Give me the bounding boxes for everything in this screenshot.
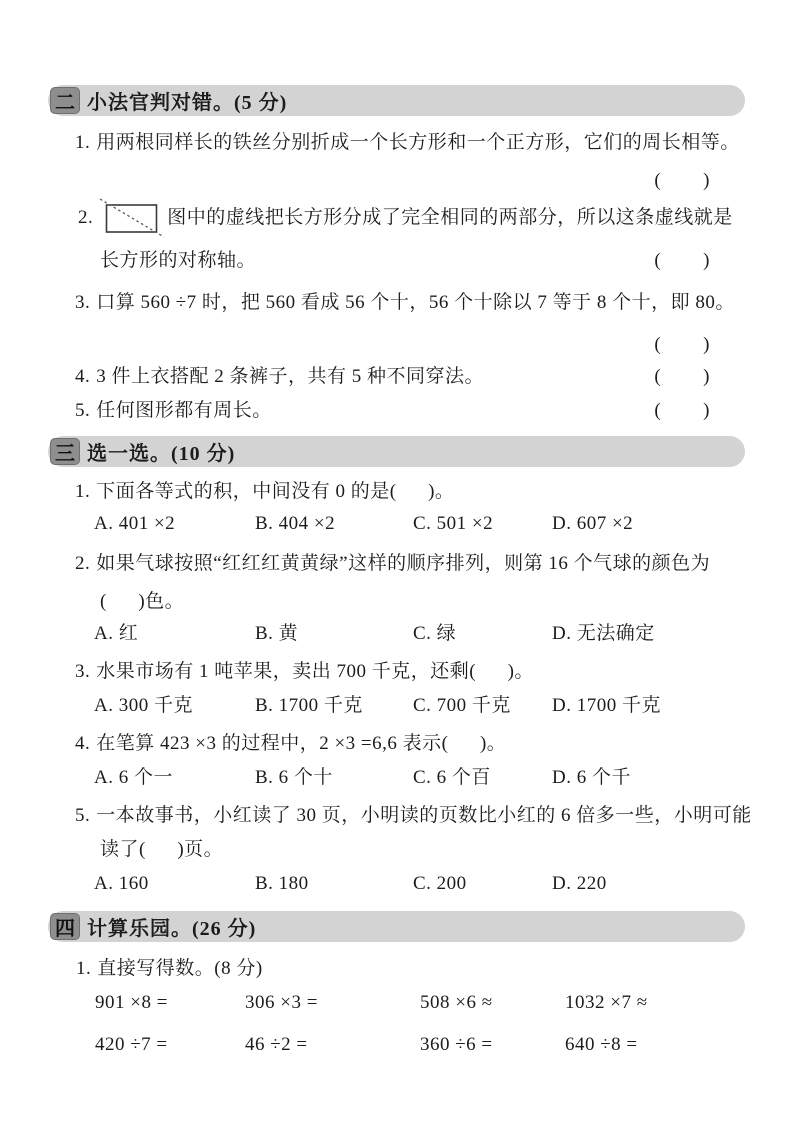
- calc-expression: 1032 ×7 ≈: [565, 992, 648, 1013]
- judge-q1-answer-slot: ( ): [654, 170, 710, 191]
- choice-q2-option-a: A. 红: [94, 623, 139, 644]
- choice-q5-line2: 读了( )页。: [100, 839, 224, 860]
- choice-q4-text: 在笔算 423 ×3 的过程中，2 ×3 =6,6 表示( )。: [96, 733, 507, 754]
- choice-q2-option-c: C. 绿: [413, 623, 457, 644]
- choice-q1-option-b: B. 404 ×2: [255, 513, 336, 534]
- choice-q5-number: 5.: [75, 805, 91, 826]
- judge-q3-text: 口算 560 ÷7 时，把 560 看成 56 个十，56 个十除以 7 等于 8 个十，即 80。: [96, 292, 735, 313]
- choice-q5-text: 一本故事书，小红读了 30 页，小明读的页数比小红的 6 倍多一些，小明可能: [96, 805, 752, 826]
- choice-q2: [75, 551, 753, 577]
- judge-q5-line: [75, 398, 272, 424]
- choice-q2-number: 2.: [75, 553, 91, 574]
- section-choice-header: [48, 436, 745, 467]
- choice-q1: [75, 479, 753, 505]
- section-choice-badge: 三: [50, 438, 80, 465]
- rectangle-diagonal-figure: [105, 202, 159, 234]
- calc-expression: 46 ÷2 =: [245, 1034, 308, 1055]
- choice-q4-option-b: B. 6 个十: [255, 767, 333, 788]
- section-calc-header: [48, 911, 745, 942]
- choice-q5-option-d: D. 220: [552, 873, 607, 894]
- choice-q2-text: 如果气球按照“红红红黄黄绿”这样的顺序排列，则第 16 个气球的颜色为: [96, 553, 711, 574]
- judge-q3: [75, 290, 753, 316]
- judge-q3-answer-line: [0, 332, 710, 358]
- choice-q3-number: 3.: [75, 661, 91, 682]
- choice-q4-options: [94, 765, 753, 791]
- judge-q1: [75, 130, 753, 156]
- judge-q1-text: 用两根同样长的铁丝分别折成一个长方形和一个正方形，它们的周长相等。: [96, 132, 740, 153]
- choice-q2-line2: ( )色。: [100, 591, 185, 612]
- choice-q4-option-a: A. 6 个一: [94, 767, 173, 788]
- choice-q5-option-a: A. 160: [94, 873, 149, 894]
- judge-q4-answer-slot: ( ): [654, 366, 710, 387]
- choice-q1-text: 下面各等式的积，中间没有 0 的是( )。: [96, 481, 455, 502]
- section-choice-title: 选一选。(10 分): [87, 443, 236, 465]
- choice-q3-options: [94, 693, 753, 719]
- calc-expression: 901 ×8 =: [95, 992, 168, 1013]
- choice-q1-number: 1.: [75, 481, 91, 502]
- choice-q5: [75, 803, 753, 829]
- choice-q1-option-a: A. 401 ×2: [94, 513, 176, 534]
- choice-q3-option-b: B. 1700 千克: [255, 695, 363, 716]
- calc-expression: 306 ×3 =: [245, 992, 318, 1013]
- judge-q4: [0, 364, 710, 390]
- calc-row-2: [95, 1032, 753, 1058]
- judge-q4-text: 3 件上衣搭配 2 条裤子，共有 5 种不同穿法。: [96, 366, 485, 387]
- judge-q5-text: 任何图形都有周长。: [96, 400, 272, 421]
- judge-q5: [0, 398, 710, 424]
- judge-q3-number: 3.: [75, 292, 91, 313]
- calc-expression: 420 ÷7 =: [95, 1034, 168, 1055]
- choice-q4-option-c: C. 6 个百: [413, 767, 491, 788]
- choice-q1-option-c: C. 501 ×2: [413, 513, 494, 534]
- judge-q2-number: 2.: [78, 207, 94, 228]
- choice-q3-option-a: A. 300 千克: [94, 695, 193, 716]
- judge-q3-answer-slot: ( ): [654, 334, 710, 355]
- choice-q2-option-d: D. 无法确定: [552, 623, 655, 644]
- calc-expression: 508 ×6 ≈: [420, 992, 493, 1013]
- choice-q1-option-d: D. 607 ×2: [552, 513, 634, 534]
- choice-q5-option-b: B. 180: [255, 873, 309, 894]
- judge-q2-answer-slot: ( ): [654, 250, 710, 271]
- section-judge-header: [48, 85, 745, 116]
- choice-q1-options: [94, 511, 753, 537]
- choice-q2-options: [94, 621, 753, 647]
- choice-q2-option-b: B. 黄: [255, 623, 299, 644]
- judge-q2-line2: [0, 248, 710, 274]
- judge-q2: [78, 202, 753, 234]
- choice-q4-option-d: D. 6 个千: [552, 767, 631, 788]
- calc-subtitle-text: 直接写得数。(8 分): [97, 958, 263, 979]
- judge-q5-number: 5.: [75, 400, 91, 421]
- calc-expression: 360 ÷6 =: [420, 1034, 493, 1055]
- choice-q3-text: 水果市场有 1 吨苹果，卖出 700 千克，还剩( )。: [96, 661, 534, 682]
- choice-q5-option-c: C. 200: [413, 873, 467, 894]
- choice-q3-option-d: D. 1700 千克: [552, 695, 661, 716]
- judge-q5-answer-slot: ( ): [654, 400, 710, 421]
- calc-subtitle: [76, 956, 793, 982]
- calc-row-1: [95, 990, 753, 1016]
- judge-q1-number: 1.: [75, 132, 91, 153]
- judge-q4-number: 4.: [75, 366, 91, 387]
- choice-q3-option-c: C. 700 千克: [413, 695, 511, 716]
- judge-q2-text-line2: 长方形的对称轴。: [100, 250, 257, 271]
- choice-q3: [75, 659, 753, 685]
- choice-q5-options: [94, 871, 753, 897]
- section-judge-title: 小法官判对错。(5 分): [87, 92, 288, 114]
- judge-q1-answer-line: [0, 168, 710, 194]
- choice-q4-number: 4.: [75, 733, 91, 754]
- judge-q2-text: 图中的虚线把长方形分成了完全相同的两部分，所以这条虚线就是: [167, 207, 733, 228]
- section-calc-badge: 四: [50, 913, 80, 940]
- judge-q4-line: [75, 364, 484, 390]
- choice-q4: [75, 731, 753, 757]
- calc-subtitle-number: 1.: [76, 958, 92, 979]
- section-calc-title: 计算乐园。(26 分): [87, 918, 257, 940]
- section-judge-badge: 二: [50, 87, 80, 114]
- calc-expression: 640 ÷8 =: [565, 1034, 638, 1055]
